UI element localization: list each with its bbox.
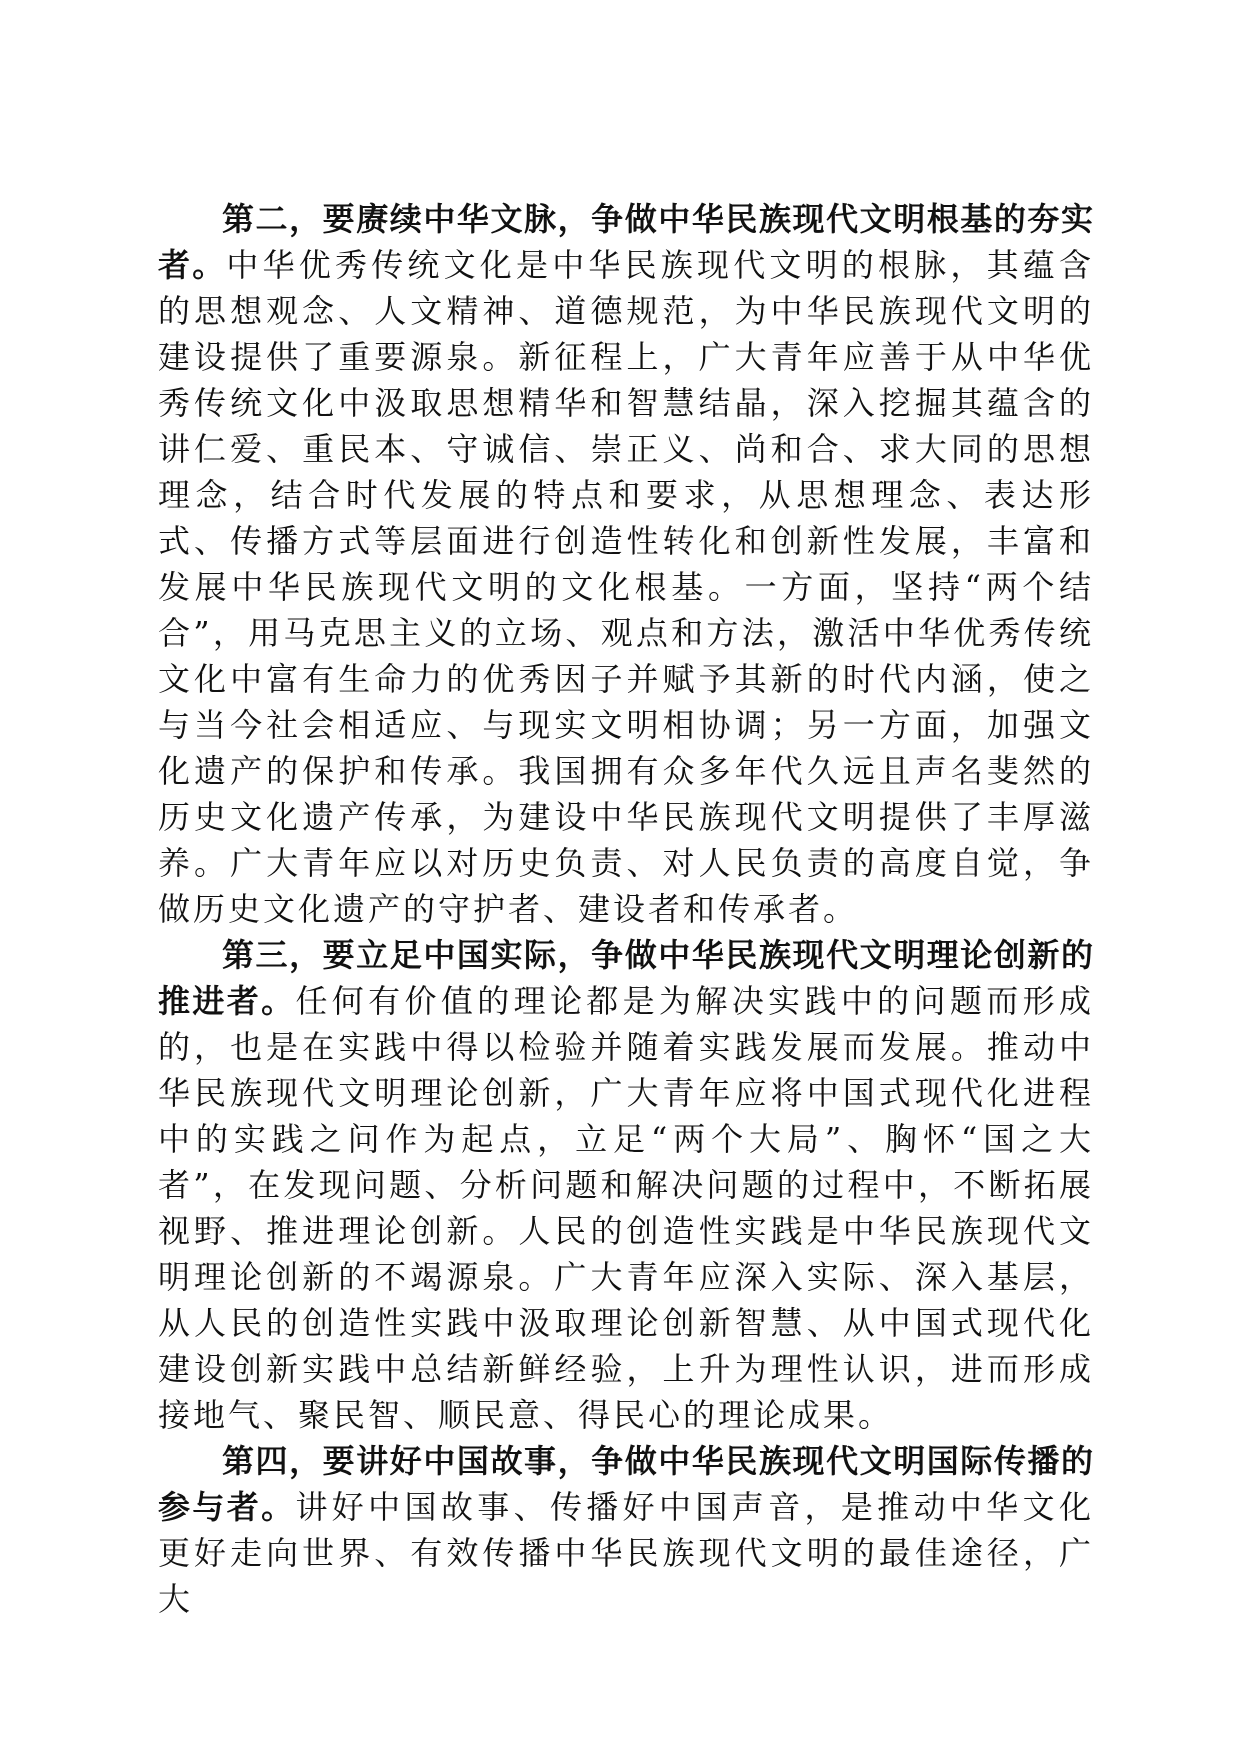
paragraph-heading: 第三，要立足中国实际，争做中华民族现代文明理论创新的推进者。 [158,936,1094,1020]
paragraph-second [158,196,1094,932]
paragraph-text: 中华优秀传统文化是中华民族现代文明的根脉，其蕴含的思想观念、人文精神、道德规范，为中华民族现代文明的建设提供了重要源泉。新征程上，广大青年应善于从中华优秀传统文化中汲取思想精华和智慧结晶，深入挖掘其蕴含的讲仁爱、重民本、守诚信、崇正义、尚和合、求大同的思想理念，结合时代发展的特点和要求，从思想理念、表达形式、传播方式等层面进行创造性转化和创新性发展，丰富和发展中华民族现代文明的文化根基。一方面，坚持“两个结合”，用马克思主义的立场、观点和方法，激活中华优秀传统文化中富有生命力的优秀因子并赋予其新的时代内涵，使之与当今社会相适应、与现实文明相协调；另一方面，加强文化遗产的保护和传承。我国拥有众多年代久远且声名斐然的历史文化遗产传承，为建设中华民族现代文明提供了丰厚滋养。广大青年应以对历史负责、对人民负责的高度自觉，争做历史文化遗产的守护者、建设者和传承者。 [158,246,1094,928]
paragraph-heading: 第二，要赓续中华文脉，争做中华民族现代文明根基的夯实者。 [158,200,1094,284]
paragraph-text: 讲好中国故事、传播好中国声音，是推动中华文化更好走向世界、有效传播中华民族现代文明的最佳途径，广大 [158,1488,1094,1618]
paragraph-fourth [158,1438,1094,1622]
document-body [158,196,1094,1622]
paragraph-heading: 第四，要讲好中国故事，争做中华民族现代文明国际传播的参与者。 [158,1442,1094,1526]
paragraph-third [158,932,1094,1438]
paragraph-text: 任何有价值的理论都是为解决实践中的问题而形成的，也是在实践中得以检验并随着实践发展而发展。推动中华民族现代文明理论创新，广大青年应将中国式现代化进程中的实践之问作为起点，立足“两个大局”、胸怀“国之大者”，在发现问题、分析问题和解决问题的过程中，不断拓展视野、推进理论创新。人民的创造性实践是中华民族现代文明理论创新的不竭源泉。广大青年应深入实际、深入基层，从人民的创造性实践中汲取理论创新智慧、从中国式现代化建设创新实践中总结新鲜经验，上升为理性认识，进而形成接地气、聚民智、顺民意、得民心的理论成果。 [158,982,1094,1434]
